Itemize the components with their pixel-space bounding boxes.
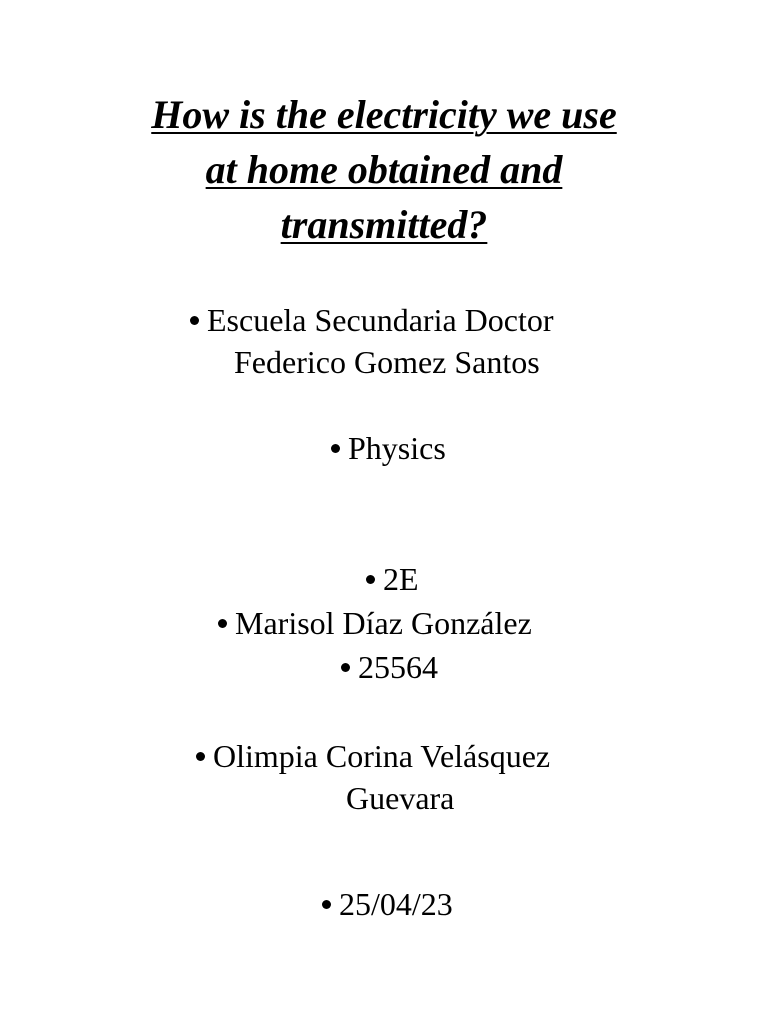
title-line: How is the electricity we use (151, 92, 617, 137)
school-name-line-1: Escuela Secundaria Doctor (207, 302, 554, 338)
list-item-student-id (341, 646, 438, 688)
list-item-date (322, 883, 453, 925)
teacher-name-line-2: Guevara (346, 780, 455, 816)
bullet-icon (331, 444, 340, 453)
list-item-group (366, 558, 419, 600)
group-text: 2E (383, 561, 419, 597)
bullet-icon (190, 316, 199, 325)
subject-text: Physics (348, 430, 446, 466)
bullet-icon (341, 663, 350, 672)
student-name-text: Marisol Díaz González (235, 605, 532, 641)
list-item-student (218, 602, 532, 644)
student-id-text: 25564 (358, 649, 438, 685)
list-item-subject (331, 427, 446, 469)
document-title (0, 87, 768, 252)
list-item-school (190, 299, 554, 383)
bullet-icon (322, 900, 331, 909)
bullet-icon (196, 752, 205, 761)
teacher-name-line-1: Olimpia Corina Velásquez (213, 738, 551, 774)
date-text: 25/04/23 (339, 886, 453, 922)
bullet-icon (218, 619, 227, 628)
title-line: transmitted? (280, 202, 488, 247)
title-line: at home obtained and (205, 147, 563, 192)
school-name-line-2: Federico Gomez Santos (234, 344, 540, 380)
list-item-teacher (196, 735, 550, 819)
bullet-icon (366, 575, 375, 584)
